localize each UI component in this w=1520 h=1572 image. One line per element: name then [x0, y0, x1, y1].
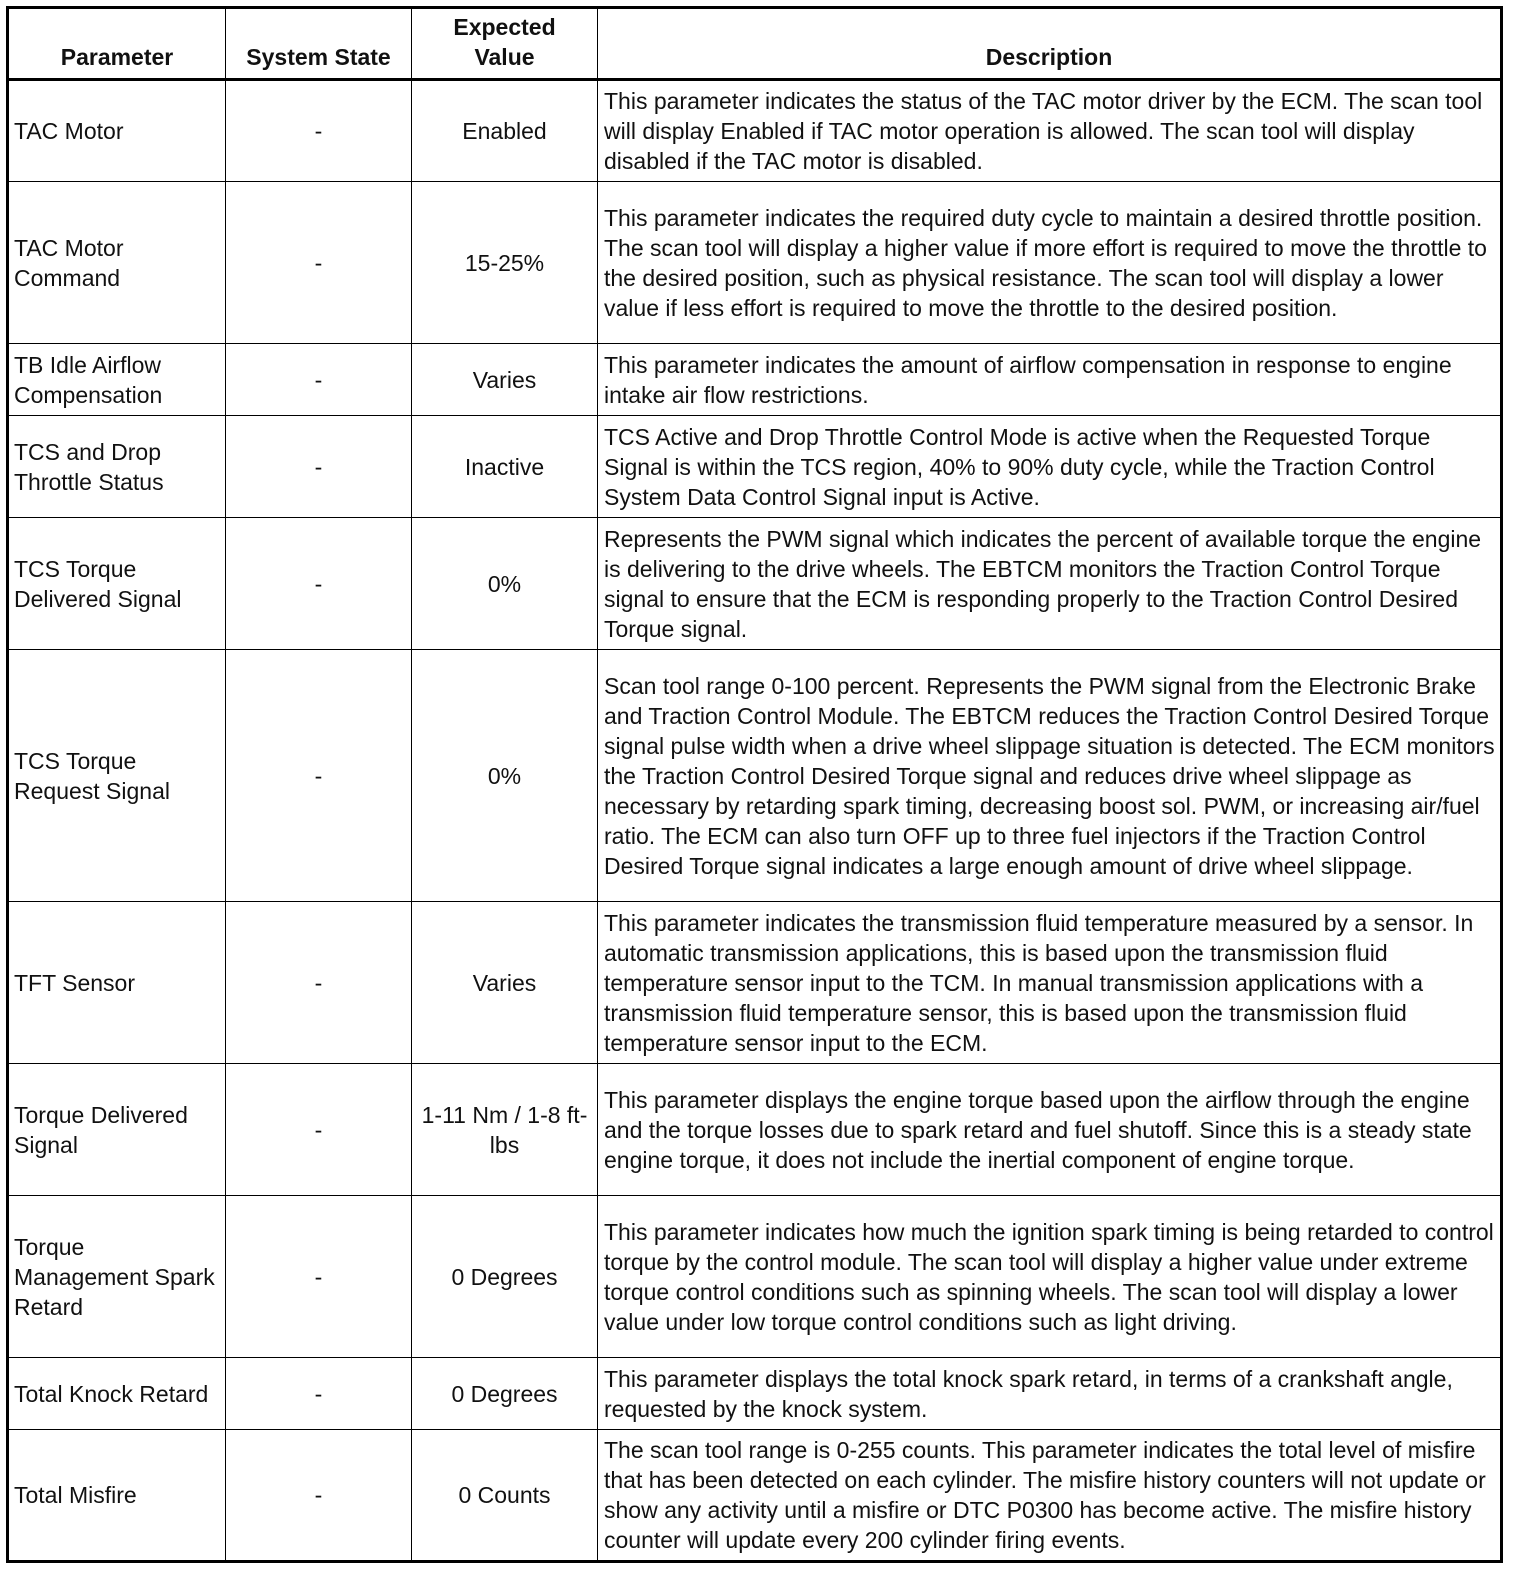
cell-expected-value: 0% [412, 650, 598, 902]
cell-description: This parameter displays the total knock spark retard, in terms of a crankshaft angle, requested by the knock system. [598, 1358, 1502, 1430]
cell-description: This parameter indicates the status of the TAC motor driver by the ECM. The scan tool will display Enabled if TAC motor operation is allowed. The scan tool will display disabled if the TAC motor is disabled. [598, 80, 1502, 182]
table-body [8, 80, 1502, 1562]
cell-expected-value: 0 Degrees [412, 1196, 598, 1358]
cell-expected-value: 0% [412, 518, 598, 650]
cell-description: This parameter indicates how much the ignition spark timing is being retarded to control torque by the control module. The scan tool will display a higher value under extreme torque control conditions such as spinning wheels. The scan tool will display a lower value under low torque control conditions such as light driving. [598, 1196, 1502, 1358]
cell-system-state: - [226, 1196, 412, 1358]
header-row [8, 8, 1502, 80]
cell-expected-value: Inactive [412, 416, 598, 518]
cell-expected-value: Varies [412, 344, 598, 416]
cell-description: Scan tool range 0-100 percent. Represents the PWM signal from the Electronic Brake and Traction Control Module. The EBTCM reduces the Traction Control Desired Torque signal pulse width when a drive wheel slippage situation is detected. The ECM monitors the Traction Control Desired Torque signal and reduces drive wheel slippage as necessary by retarding spark timing, decreasing boost sol. PWM, or increasing air/fuel ratio. The ECM can also turn OFF up to three fuel injectors if the Traction Control Desired Torque signal indicates a large enough amount of drive wheel slippage. [598, 650, 1502, 902]
cell-system-state: - [226, 650, 412, 902]
parameter-table [6, 6, 1503, 1563]
cell-parameter: Total Misfire [8, 1430, 226, 1562]
cell-parameter: Total Knock Retard [8, 1358, 226, 1430]
cell-description: This parameter displays the engine torque based upon the airflow through the engine and the torque losses due to spark retard and fuel shutoff. Since this is a steady state engine torque, it does not include the inertial component of engine torque. [598, 1064, 1502, 1196]
table-row [8, 650, 1502, 902]
cell-description: This parameter indicates the required duty cycle to maintain a desired throttle position. The scan tool will display a higher value if more effort is required to move the throttle to the desired position, such as physical resistance. The scan tool will display a lower value if less effort is required to move the throttle to the desired position. [598, 182, 1502, 344]
cell-system-state: - [226, 1064, 412, 1196]
table-row [8, 1358, 1502, 1430]
cell-parameter: Torque Management Spark Retard [8, 1196, 226, 1358]
cell-system-state: - [226, 344, 412, 416]
cell-system-state: - [226, 518, 412, 650]
cell-expected-value: 15-25% [412, 182, 598, 344]
cell-expected-value: Varies [412, 902, 598, 1064]
header-parameter: Parameter [8, 8, 226, 80]
cell-system-state: - [226, 182, 412, 344]
table-row [8, 518, 1502, 650]
table-row [8, 1430, 1502, 1562]
cell-description: TCS Active and Drop Throttle Control Mode is active when the Requested Torque Signal is within the TCS region, 40% to 90% duty cycle, while the Traction Control System Data Control Signal input is Active. [598, 416, 1502, 518]
cell-system-state: - [226, 902, 412, 1064]
header-expected-value [412, 8, 598, 80]
cell-expected-value: Enabled [412, 80, 598, 182]
cell-expected-value: 1-11 Nm / 1-8 ft-lbs [412, 1064, 598, 1196]
table-row [8, 80, 1502, 182]
header-expected-value-line2: Value [474, 44, 535, 70]
table-header [8, 8, 1502, 80]
cell-description: Represents the PWM signal which indicates the percent of available torque the engine is delivering to the drive wheels. The EBTCM monitors the Traction Control Torque signal to ensure that the ECM is responding properly to the Traction Control Desired Torque signal. [598, 518, 1502, 650]
cell-description: This parameter indicates the transmission fluid temperature measured by a sensor. In automatic transmission applications, this is based upon the transmission fluid temperature sensor input to the TCM. In manual transmission applications with a transmission fluid temperature sensor, this is based upon the transmission fluid temperature sensor input to the ECM. [598, 902, 1502, 1064]
table-row [8, 416, 1502, 518]
cell-description: This parameter indicates the amount of airflow compensation in response to engine intake air flow restrictions. [598, 344, 1502, 416]
cell-parameter: TFT Sensor [8, 902, 226, 1064]
cell-expected-value: 0 Degrees [412, 1358, 598, 1430]
cell-parameter: TCS and Drop Throttle Status [8, 416, 226, 518]
cell-parameter: TCS Torque Delivered Signal [8, 518, 226, 650]
table-row [8, 1196, 1502, 1358]
cell-parameter: TB Idle Airflow Compensation [8, 344, 226, 416]
cell-system-state: - [226, 1358, 412, 1430]
cell-system-state: - [226, 80, 412, 182]
header-expected-value-line1: Expected [453, 14, 556, 40]
cell-parameter: Torque Delivered Signal [8, 1064, 226, 1196]
table-row [8, 1064, 1502, 1196]
header-description: Description [598, 8, 1502, 80]
cell-expected-value: 0 Counts [412, 1430, 598, 1562]
table-row [8, 344, 1502, 416]
cell-system-state: - [226, 416, 412, 518]
table-row [8, 182, 1502, 344]
cell-system-state: - [226, 1430, 412, 1562]
table-row [8, 902, 1502, 1064]
cell-description: The scan tool range is 0-255 counts. This parameter indicates the total level of misfire that has been detected on each cylinder. The misfire history counters will not update or show any activity until a misfire or DTC P0300 has become active. The misfire history counter will update every 200 cylinder firing events. [598, 1430, 1502, 1562]
cell-parameter: TCS Torque Request Signal [8, 650, 226, 902]
cell-parameter: TAC Motor Command [8, 182, 226, 344]
cell-parameter: TAC Motor [8, 80, 226, 182]
header-system-state: System State [226, 8, 412, 80]
